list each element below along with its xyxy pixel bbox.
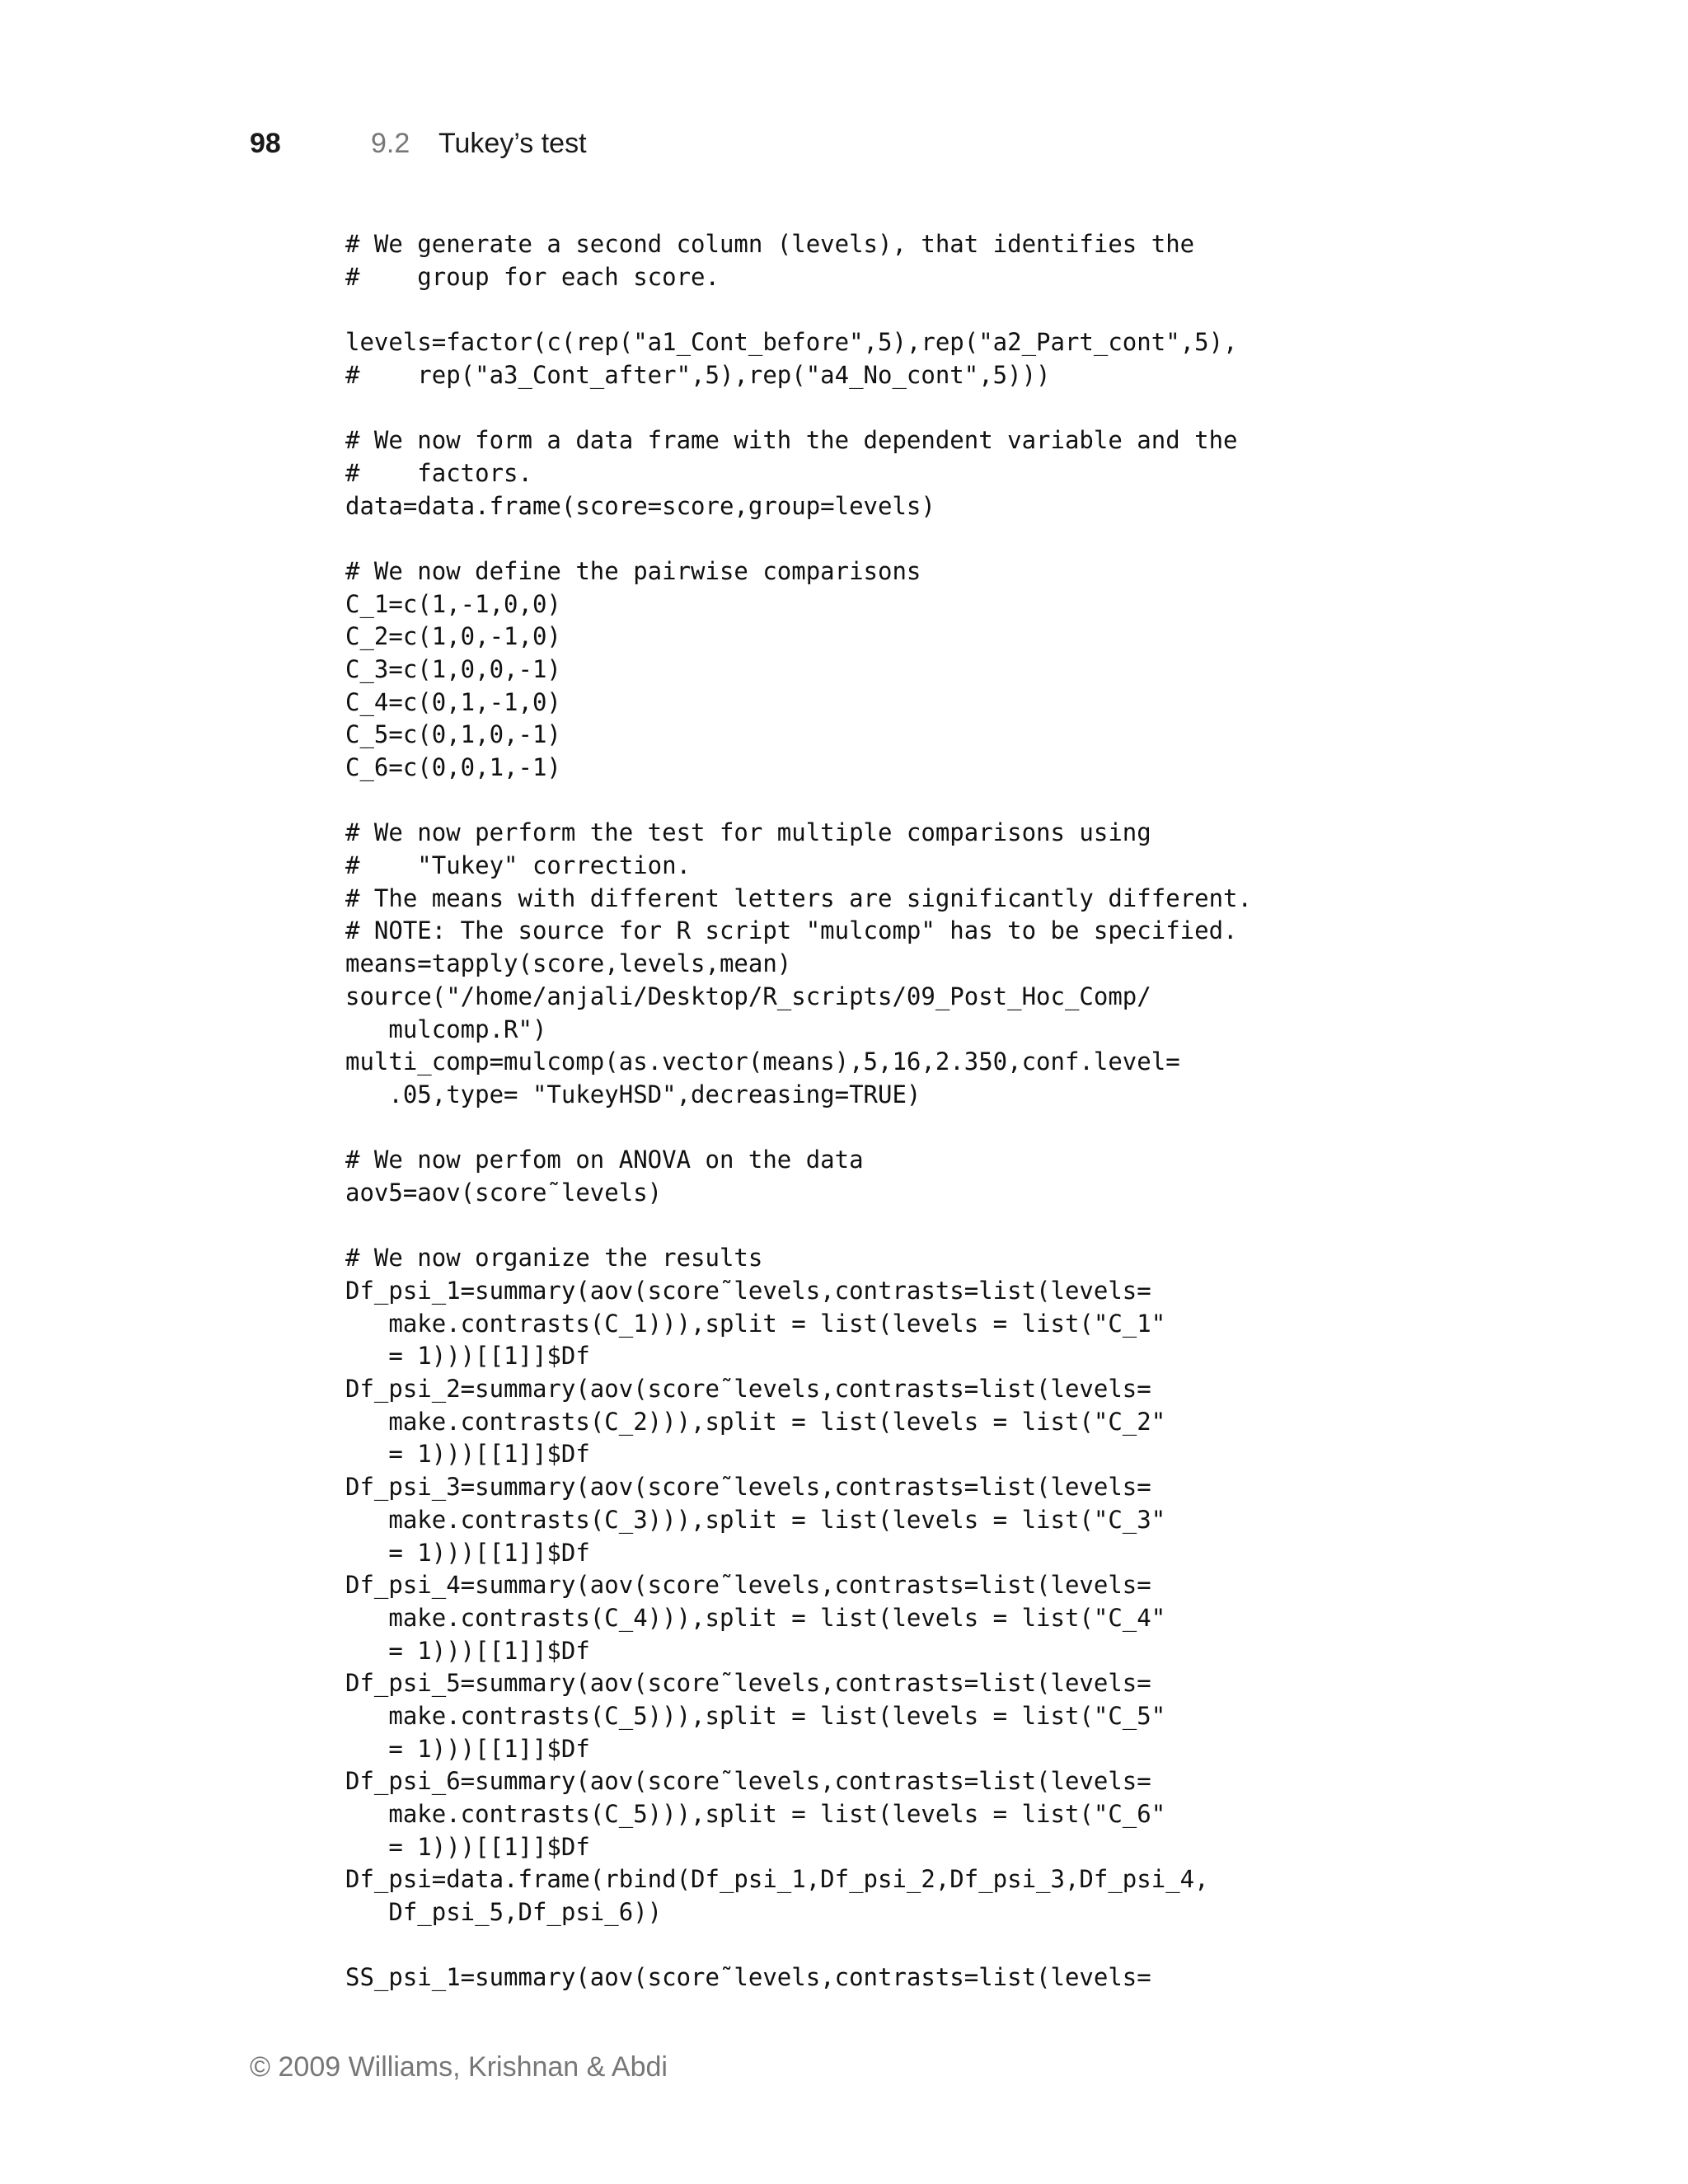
page-number: 98 <box>250 128 281 159</box>
code-line: multi_comp=mulcomp(as.vector(means),5,16,2.350,conf.level= <box>345 1047 1180 1076</box>
code-line: = 1)))[[1]]$Df <box>345 1440 590 1469</box>
code-line: C_4=c(0,1,-1,0) <box>345 687 561 716</box>
code-line: mulcomp.R") <box>345 1015 547 1043</box>
code-line: = 1)))[[1]]$Df <box>345 1636 590 1665</box>
comment-line: # We now perform the test for multiple comparisons using <box>345 818 1151 847</box>
code-line: = 1)))[[1]]$Df <box>345 1832 590 1861</box>
copyright-footer: © 2009 Williams, Krishnan & Abdi <box>250 2051 668 2083</box>
code-line: make.contrasts(C_5))),split = list(levels = list("C_6" <box>345 1800 1166 1828</box>
comment-line: # We generate a second column (levels), that identifies the <box>345 230 1195 258</box>
code-line: data=data.frame(score=score,group=levels) <box>345 491 935 520</box>
blank-line <box>345 1112 1252 1145</box>
code-line: levels=factor(c(rep("a1_Cont_before",5),rep("a2_Part_cont",5), <box>345 328 1238 357</box>
comment-line: # factors. <box>345 458 532 487</box>
code-line: .05,type= "TukeyHSD",decreasing=TRUE) <box>345 1080 921 1108</box>
code-line: C_1=c(1,-1,0,0) <box>345 589 561 618</box>
comment-line: # The means with different letters are significantly different. <box>345 883 1252 912</box>
code-line: = 1)))[[1]]$Df <box>345 1538 590 1567</box>
code-line: make.contrasts(C_5))),split = list(levels = list("C_5" <box>345 1701 1166 1730</box>
code-line: = 1)))[[1]]$Df <box>345 1734 590 1763</box>
code-line: Df_psi_3=summary(aov(score˜levels,contrasts=list(levels= <box>345 1473 1151 1502</box>
code-line: Df_psi_6=summary(aov(score˜levels,contrasts=list(levels= <box>345 1767 1151 1796</box>
comment-line: # "Tukey" correction. <box>345 851 692 880</box>
code-line: make.contrasts(C_4))),split = list(levels = list("C_4" <box>345 1603 1166 1632</box>
code-line: Df_psi_1=summary(aov(score˜levels,contrasts=list(levels= <box>345 1277 1151 1305</box>
section-title: Tukey’s test <box>438 128 587 159</box>
comment-line: # We now perfom on ANOVA on the data <box>345 1146 864 1174</box>
code-line: make.contrasts(C_3))),split = list(levels = list("C_3" <box>345 1505 1166 1534</box>
code-line: = 1)))[[1]]$Df <box>345 1342 590 1371</box>
code-line: means=tapply(score,levels,mean) <box>345 949 792 978</box>
code-line: source("/home/anjali/Desktop/R_scripts/09_Post_Hoc_Comp/ <box>345 982 1151 1010</box>
code-line: Df_psi_5=summary(aov(score˜levels,contrasts=list(levels= <box>345 1669 1151 1698</box>
code-line: C_3=c(1,0,0,-1) <box>345 654 561 683</box>
blank-line <box>345 293 1252 326</box>
code-line: Df_psi_5,Df_psi_6)) <box>345 1898 663 1927</box>
code-line: C_6=c(0,0,1,-1) <box>345 753 561 781</box>
code-line: Df_psi=data.frame(rbind(Df_psi_1,Df_psi_2,Df_psi_3,Df_psi_4, <box>345 1865 1209 1894</box>
code-line: make.contrasts(C_1))),split = list(levels = list("C_1" <box>345 1309 1166 1338</box>
code-line: C_2=c(1,0,-1,0) <box>345 622 561 651</box>
comment-line: # We now form a data frame with the dependent variable and the <box>345 426 1238 455</box>
code-line: Df_psi_2=summary(aov(score˜levels,contrasts=list(levels= <box>345 1375 1151 1404</box>
blank-line <box>345 785 1252 818</box>
blank-line <box>345 391 1252 424</box>
comment-line: # We now define the pairwise comparisons <box>345 556 921 585</box>
comment-line: # We now organize the results <box>345 1244 763 1272</box>
code-line: C_5=c(0,1,0,-1) <box>345 720 561 749</box>
comment-line: # rep("a3_Cont_after",5),rep("a4_No_cont",5))) <box>345 360 1051 389</box>
code-line: Df_psi_4=summary(aov(score˜levels,contrasts=list(levels= <box>345 1571 1151 1600</box>
comment-line: # group for each score. <box>345 262 720 291</box>
blank-line <box>345 523 1252 555</box>
blank-line <box>345 1929 1252 1962</box>
blank-line <box>345 1210 1252 1243</box>
code-line: aov5=aov(score˜levels) <box>345 1178 663 1207</box>
code-line: make.contrasts(C_2))),split = list(levels = list("C_2" <box>345 1407 1166 1436</box>
code-listing <box>345 228 1252 1994</box>
section-number: 9.2 <box>371 128 410 159</box>
comment-line: # NOTE: The source for R script "mulcomp" has to be specified. <box>345 916 1238 945</box>
code-line: SS_psi_1=summary(aov(score˜levels,contrasts=list(levels= <box>345 1963 1151 1992</box>
